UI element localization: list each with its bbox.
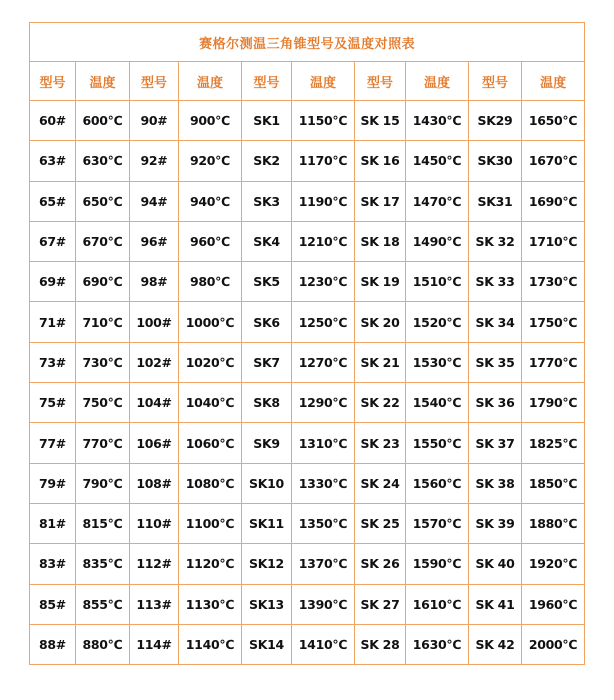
cone-model-cell: SK 25 [355, 503, 406, 543]
column-header-temperature: 温度 [76, 62, 130, 101]
cone-model-cell: 110# [130, 503, 179, 543]
temperature-cell: 815℃ [76, 503, 130, 543]
table-row [30, 544, 585, 584]
temperature-cell: 1450℃ [406, 141, 469, 181]
temperature-cell: 770℃ [76, 423, 130, 463]
cone-model-cell: 73# [30, 342, 76, 382]
table-row [30, 624, 585, 664]
cone-temperature-sheet [29, 22, 584, 665]
cone-model-cell: 63# [30, 141, 76, 181]
temperature-cell: 1080℃ [179, 463, 242, 503]
cone-model-cell: SK3 [242, 181, 292, 221]
temperature-cell: 2000℃ [522, 624, 585, 664]
temperature-cell: 1520℃ [406, 302, 469, 342]
column-header-temperature: 温度 [522, 62, 585, 101]
cone-model-cell: 81# [30, 503, 76, 543]
temperature-cell: 1390℃ [292, 584, 355, 624]
column-header-model: 型号 [242, 62, 292, 101]
cone-model-cell: 96# [130, 221, 179, 261]
table-row [30, 342, 585, 382]
table-row [30, 141, 585, 181]
temperature-cell: 730℃ [76, 342, 130, 382]
temperature-cell: 920℃ [179, 141, 242, 181]
temperature-cell: 1770℃ [522, 342, 585, 382]
temperature-cell: 1730℃ [522, 262, 585, 302]
temperature-cell: 1825℃ [522, 423, 585, 463]
temperature-cell: 1530℃ [406, 342, 469, 382]
cone-model-cell: 75# [30, 383, 76, 423]
temperature-cell: 1270℃ [292, 342, 355, 382]
temperature-cell: 1370℃ [292, 544, 355, 584]
temperature-cell: 980℃ [179, 262, 242, 302]
cone-model-cell: SK 17 [355, 181, 406, 221]
cone-model-cell: SK30 [469, 141, 522, 181]
cone-model-cell: SK 15 [355, 101, 406, 141]
column-header-temperature: 温度 [406, 62, 469, 101]
cone-model-cell: 92# [130, 141, 179, 181]
table-body [30, 101, 585, 665]
cone-model-cell: SK 36 [469, 383, 522, 423]
temperature-cell: 1290℃ [292, 383, 355, 423]
temperature-cell: 1140℃ [179, 624, 242, 664]
cone-model-cell: 113# [130, 584, 179, 624]
cone-model-cell: SK 42 [469, 624, 522, 664]
cone-model-cell: SK 18 [355, 221, 406, 261]
cone-model-cell: SK8 [242, 383, 292, 423]
cone-model-cell: 69# [30, 262, 76, 302]
temperature-cell: 1100℃ [179, 503, 242, 543]
temperature-cell: 1170℃ [292, 141, 355, 181]
cone-model-cell: SK11 [242, 503, 292, 543]
column-header-model: 型号 [130, 62, 179, 101]
header-row [30, 62, 585, 101]
cone-model-cell: SK2 [242, 141, 292, 181]
column-header-model: 型号 [355, 62, 406, 101]
cone-model-cell: SK10 [242, 463, 292, 503]
cone-model-cell: SK 35 [469, 342, 522, 382]
temperature-cell: 670℃ [76, 221, 130, 261]
title-row [30, 23, 585, 62]
temperature-cell: 1000℃ [179, 302, 242, 342]
temperature-cell: 1630℃ [406, 624, 469, 664]
cone-model-cell: SK13 [242, 584, 292, 624]
table-row [30, 262, 585, 302]
temperature-cell: 650℃ [76, 181, 130, 221]
table-row [30, 181, 585, 221]
column-header-temperature: 温度 [179, 62, 242, 101]
temperature-cell: 1410℃ [292, 624, 355, 664]
temperature-cell: 600℃ [76, 101, 130, 141]
temperature-cell: 1790℃ [522, 383, 585, 423]
cone-model-cell: SK1 [242, 101, 292, 141]
temperature-cell: 1690℃ [522, 181, 585, 221]
cone-model-cell: SK 33 [469, 262, 522, 302]
temperature-cell: 1710℃ [522, 221, 585, 261]
temperature-cell: 1850℃ [522, 463, 585, 503]
cone-model-cell: 77# [30, 423, 76, 463]
cone-model-cell: SK29 [469, 101, 522, 141]
cone-model-cell: 102# [130, 342, 179, 382]
temperature-cell: 1350℃ [292, 503, 355, 543]
temperature-cell: 1330℃ [292, 463, 355, 503]
temperature-cell: 1610℃ [406, 584, 469, 624]
table-row [30, 383, 585, 423]
table-row [30, 463, 585, 503]
cone-model-cell: SK 41 [469, 584, 522, 624]
cone-model-cell: SK 27 [355, 584, 406, 624]
temperature-cell: 855℃ [76, 584, 130, 624]
cone-model-cell: 65# [30, 181, 76, 221]
temperature-cell: 1210℃ [292, 221, 355, 261]
cone-model-cell: SK12 [242, 544, 292, 584]
cone-model-cell: 106# [130, 423, 179, 463]
cone-model-cell: 100# [130, 302, 179, 342]
temperature-cell: 790℃ [76, 463, 130, 503]
temperature-cell: 1550℃ [406, 423, 469, 463]
column-header-temperature: 温度 [292, 62, 355, 101]
cone-model-cell: 94# [130, 181, 179, 221]
cone-model-cell: SK 21 [355, 342, 406, 382]
table-row [30, 423, 585, 463]
cone-model-cell: 108# [130, 463, 179, 503]
temperature-cell: 1020℃ [179, 342, 242, 382]
table-row [30, 221, 585, 261]
cone-model-cell: 83# [30, 544, 76, 584]
cone-temperature-table [29, 22, 585, 665]
cone-model-cell: SK 32 [469, 221, 522, 261]
cone-model-cell: SK 22 [355, 383, 406, 423]
column-header-model: 型号 [30, 62, 76, 101]
temperature-cell: 1230℃ [292, 262, 355, 302]
cone-model-cell: SK4 [242, 221, 292, 261]
temperature-cell: 1060℃ [179, 423, 242, 463]
temperature-cell: 710℃ [76, 302, 130, 342]
cone-model-cell: SK 37 [469, 423, 522, 463]
temperature-cell: 1880℃ [522, 503, 585, 543]
temperature-cell: 960℃ [179, 221, 242, 261]
cone-model-cell: 112# [130, 544, 179, 584]
temperature-cell: 1190℃ [292, 181, 355, 221]
temperature-cell: 1570℃ [406, 503, 469, 543]
temperature-cell: 1150℃ [292, 101, 355, 141]
cone-model-cell: SK 24 [355, 463, 406, 503]
temperature-cell: 1250℃ [292, 302, 355, 342]
cone-model-cell: SK6 [242, 302, 292, 342]
cone-model-cell: SK 34 [469, 302, 522, 342]
cone-model-cell: 60# [30, 101, 76, 141]
table-row [30, 584, 585, 624]
cone-model-cell: SK 28 [355, 624, 406, 664]
temperature-cell: 750℃ [76, 383, 130, 423]
temperature-cell: 690℃ [76, 262, 130, 302]
column-header-model: 型号 [469, 62, 522, 101]
cone-model-cell: 67# [30, 221, 76, 261]
table-row [30, 101, 585, 141]
temperature-cell: 1750℃ [522, 302, 585, 342]
temperature-cell: 1490℃ [406, 221, 469, 261]
cone-model-cell: SK 20 [355, 302, 406, 342]
table-title: 赛格尔测温三角锥型号及温度对照表 [30, 23, 585, 62]
cone-model-cell: 88# [30, 624, 76, 664]
table-row [30, 302, 585, 342]
temperature-cell: 1040℃ [179, 383, 242, 423]
cone-model-cell: 85# [30, 584, 76, 624]
cone-model-cell: SK31 [469, 181, 522, 221]
temperature-cell: 1540℃ [406, 383, 469, 423]
cone-model-cell: SK14 [242, 624, 292, 664]
cone-model-cell: SK 23 [355, 423, 406, 463]
temperature-cell: 835℃ [76, 544, 130, 584]
cone-model-cell: SK 40 [469, 544, 522, 584]
temperature-cell: 1470℃ [406, 181, 469, 221]
cone-model-cell: 71# [30, 302, 76, 342]
temperature-cell: 1130℃ [179, 584, 242, 624]
temperature-cell: 1920℃ [522, 544, 585, 584]
cone-model-cell: SK 39 [469, 503, 522, 543]
temperature-cell: 1310℃ [292, 423, 355, 463]
temperature-cell: 940℃ [179, 181, 242, 221]
cone-model-cell: 104# [130, 383, 179, 423]
cone-model-cell: SK9 [242, 423, 292, 463]
cone-model-cell: 98# [130, 262, 179, 302]
temperature-cell: 1590℃ [406, 544, 469, 584]
cone-model-cell: 79# [30, 463, 76, 503]
temperature-cell: 1510℃ [406, 262, 469, 302]
temperature-cell: 1120℃ [179, 544, 242, 584]
temperature-cell: 1430℃ [406, 101, 469, 141]
temperature-cell: 900℃ [179, 101, 242, 141]
temperature-cell: 880℃ [76, 624, 130, 664]
cone-model-cell: SK 38 [469, 463, 522, 503]
cone-model-cell: 114# [130, 624, 179, 664]
cone-model-cell: SK 19 [355, 262, 406, 302]
cone-model-cell: SK5 [242, 262, 292, 302]
temperature-cell: 1670℃ [522, 141, 585, 181]
table-row [30, 503, 585, 543]
temperature-cell: 1650℃ [522, 101, 585, 141]
temperature-cell: 1960℃ [522, 584, 585, 624]
cone-model-cell: SK7 [242, 342, 292, 382]
cone-model-cell: SK 26 [355, 544, 406, 584]
cone-model-cell: 90# [130, 101, 179, 141]
temperature-cell: 1560℃ [406, 463, 469, 503]
temperature-cell: 630℃ [76, 141, 130, 181]
cone-model-cell: SK 16 [355, 141, 406, 181]
